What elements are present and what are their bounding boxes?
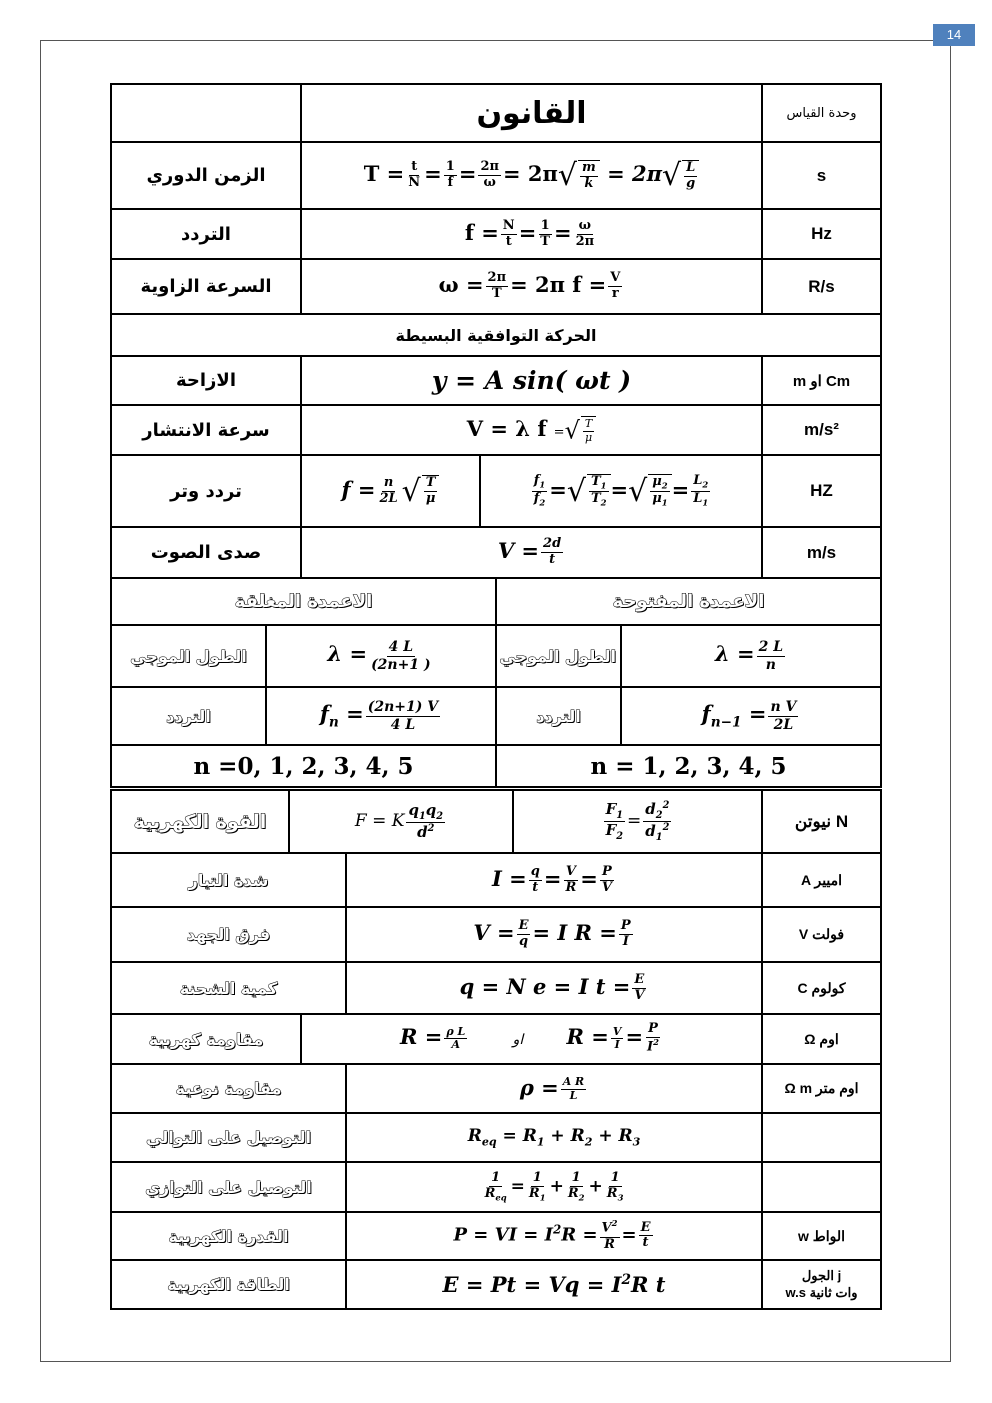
- formula-series: $R_{eq} = R_1 + R_2 + R_3$: [346, 1113, 762, 1162]
- formula-string-ratio: $\frac{f_1}{f_2}$ =√ $\frac{T_1}{T_2}$ =√ $\frac{\mu_2}{\mu_1}$ = $\frac{L_2}{L_1}$: [480, 455, 762, 527]
- header-empty-cell: [111, 84, 301, 142]
- formula-angular-velocity: ω = $\frac{2\pi}{T}$ = 2π f = $\frac{V}{r}$: [301, 259, 762, 314]
- formula-propagation-speed: V = λ f =√ $\frac{T}{\mu}$: [301, 405, 762, 455]
- closed-frequency-label: التردد: [111, 687, 266, 745]
- unit-period: s: [762, 142, 881, 209]
- row-label-power: القدرة الكهربية: [111, 1212, 346, 1260]
- unit-energy-line2: w.s وات ثانية: [785, 1284, 858, 1300]
- formula-resistivity: ρ = $\frac{\text{A R}}{L}$: [346, 1064, 762, 1113]
- formula-open-frequency: $f_{n-1}$ = $\frac{\text{n V}}{2L}$: [621, 687, 881, 745]
- open-frequency-label: التردد: [496, 687, 621, 745]
- unit-echo: m/s: [762, 527, 881, 578]
- row-label-current: شدة التيار: [111, 853, 346, 907]
- table-header: [110, 83, 882, 315]
- table-electric-force: [110, 789, 882, 854]
- formula-charge: q = N e = I t = $\frac{E}{V}$: [346, 962, 762, 1014]
- unit-voltage: V فولت: [762, 907, 881, 962]
- formula-power: P = VI = $I^2R$ = $\frac{V^2}{R}$ = $\frac{E}{t}$: [346, 1212, 762, 1260]
- unit-energy: [762, 1260, 881, 1309]
- unit-parallel: [762, 1162, 881, 1212]
- page-number: 14: [933, 24, 975, 46]
- open-wavelength-label: الطول الموجي: [496, 625, 621, 687]
- formula-force-ratio: $\frac{F_1}{F_2}$ = $\frac{d_2^2}{d_1^2}$: [513, 790, 762, 853]
- row-label-displacement: الازاحة: [111, 356, 301, 405]
- formula-displacement: y = A sin( ωt ): [301, 356, 762, 405]
- closed-n-values: n =0, 1, 2, 3, 4, 5: [111, 745, 496, 787]
- table-air-columns: [110, 577, 882, 788]
- row-label-parallel: التوصيل على التوازي: [111, 1162, 346, 1212]
- page-title: القانون: [301, 84, 762, 142]
- row-label-angular-velocity: السرعة الزاوية: [111, 259, 301, 314]
- unit-column-header: وحدة القياس: [762, 84, 881, 142]
- row-label-voltage: فرق الجهد: [111, 907, 346, 962]
- row-label-series: التوصيل على التوالي: [111, 1113, 346, 1162]
- row-label-energy: الطاقة الكهربية: [111, 1260, 346, 1309]
- formula-voltage: V = $\frac{E}{q}$ = I R = $\frac{P}{I}$: [346, 907, 762, 962]
- unit-energy-line1: الجول j: [801, 1267, 842, 1283]
- unit-charge: C كولوم: [762, 962, 881, 1014]
- open-n-values: n = 1, 2, 3, 4, 5: [496, 745, 881, 787]
- formula-open-wavelength: λ = $\frac{2 L}{n}$: [621, 625, 881, 687]
- unit-frequency: Hz: [762, 209, 881, 259]
- formula-resistance: R = $\frac{\text{ρ L}}{A}$ او R = $\frac{V}{I}$ = $\frac{P}{I^2}$: [301, 1014, 762, 1064]
- section-title-shm: الحركة التوافقية البسيطة: [111, 314, 881, 356]
- formula-closed-wavelength: λ = $\frac{4 L}{(2n+1 )}$: [266, 625, 496, 687]
- row-label-echo: صدى الصوت: [111, 527, 301, 578]
- table-electricity: [110, 852, 882, 1310]
- unit-propagation-speed: m/s²: [762, 405, 881, 455]
- row-label-resistivity: مقاومة نوعية: [111, 1064, 346, 1113]
- row-label-electric-force: القوة الكهربية: [111, 790, 289, 853]
- row-label-charge: كمية الشحنة: [111, 962, 346, 1014]
- row-label-frequency: التردد: [111, 209, 301, 259]
- unit-series: [762, 1113, 881, 1162]
- unit-string-frequency: HZ: [762, 455, 881, 527]
- unit-resistance: Ω اوم: [762, 1014, 881, 1064]
- or-label: او: [512, 1032, 524, 1049]
- formula-current: I = $\frac{q}{t}$ = $\frac{V}{R}$ = $\frac{P}{V}$: [346, 853, 762, 907]
- formula-parallel: 1 $R_{eq}$ = $\frac{1}{R_1}$ + $\frac{1}{R_2}$ + $\frac{1}{R_3}$: [346, 1162, 762, 1212]
- closed-wavelength-label: الطول الموجي: [111, 625, 266, 687]
- formula-closed-frequency: $f_n$ = $\frac{(2n+1) V}{4 L}$: [266, 687, 496, 745]
- formula-energy: $E = Pt = Vq = I^2R$ t: [346, 1260, 762, 1309]
- formula-string-frequency: f = $\frac{n}{2L}$ √ $\frac{T}{\mu}$: [301, 455, 480, 527]
- formula-electric-force: F = K $\frac{q_1q_2}{d^2}$: [289, 790, 513, 853]
- row-label-string-frequency: تردد وتر: [111, 455, 301, 527]
- row-label-propagation-speed: سرعة الانتشار: [111, 405, 301, 455]
- formula-period: T = $\frac{t}{N}$ = $\frac{1}{f}$ = $\frac{2\pi}{\omega}$ = 2π√ $\frac{m}{k}$ = 2π√ $\frac{L}{g}$: [301, 142, 762, 209]
- unit-current: A اميير: [762, 853, 881, 907]
- row-label-resistance: مقاومة كهربية: [111, 1014, 301, 1064]
- closed-columns-title: الاعمدة المغلقة: [111, 578, 496, 625]
- row-label-period: الزمن الدوري: [111, 142, 301, 209]
- formula-echo: V = $\frac{2d}{t}$: [301, 527, 762, 578]
- unit-power: w الواط: [762, 1212, 881, 1260]
- open-columns-title: الاعمدة المفتوحة: [496, 578, 881, 625]
- unit-resistivity: Ω m اوم متر: [762, 1064, 881, 1113]
- table-shm: [110, 313, 882, 579]
- unit-electric-force: نيوتن N: [762, 790, 881, 853]
- unit-displacement: m او Cm: [762, 356, 881, 405]
- formula-frequency: f = $\frac{N}{t}$ = $\frac{1}{T}$ = $\frac{\omega}{2\pi}$: [301, 209, 762, 259]
- unit-angular-velocity: R/s: [762, 259, 881, 314]
